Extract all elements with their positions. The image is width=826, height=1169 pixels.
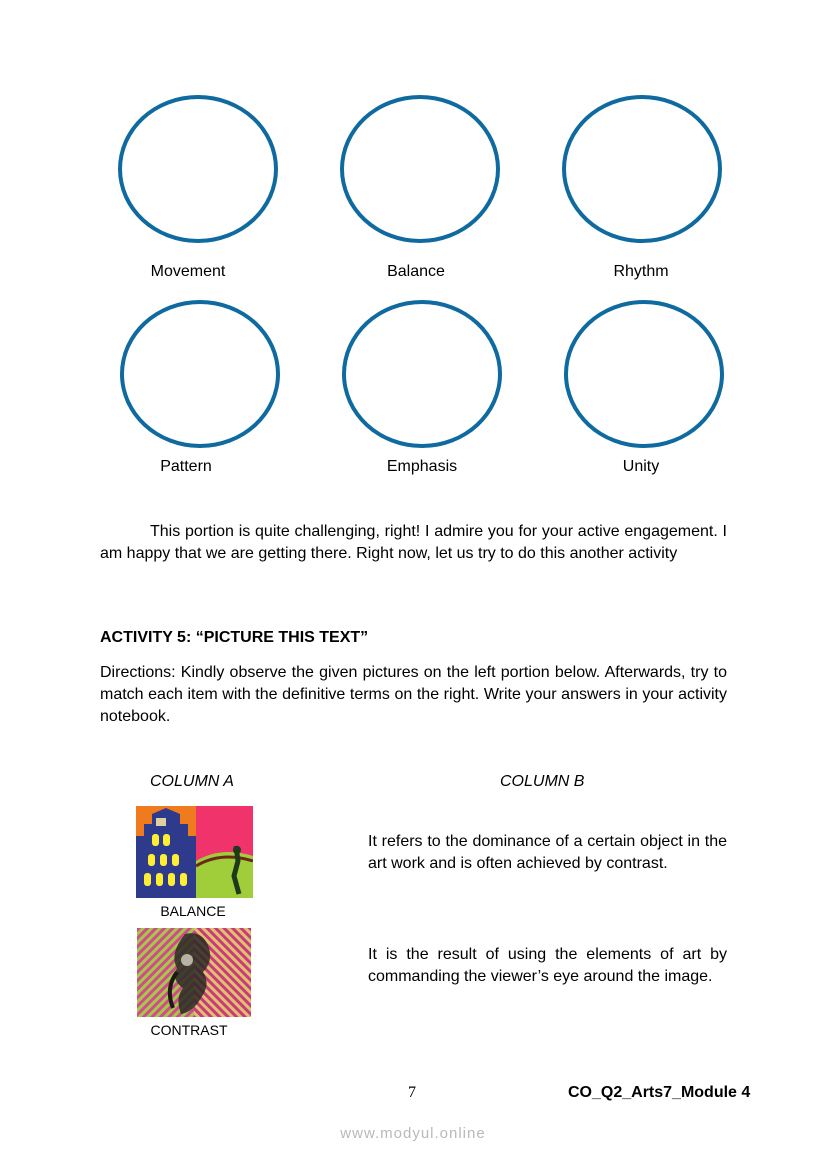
module-code: CO_Q2_Arts7_Module 4 <box>568 1084 751 1101</box>
page-number: 7 <box>408 1084 416 1101</box>
circle-label-pattern: Pattern <box>160 458 212 475</box>
drawing-circle-pattern <box>120 300 280 448</box>
column-b-header: COLUMN B <box>500 773 585 790</box>
activity-heading: ACTIVITY 5: “PICTURE THIS TEXT” <box>100 629 369 646</box>
drawing-circle-balance <box>340 95 500 243</box>
drawing-circle-movement <box>118 95 278 243</box>
balance-picture <box>136 806 253 898</box>
activity-directions: Directions: Kindly observe the given pictures on the left portion below. Afterwards, try to match each item with the definitive terms on the right. Write your answers in your activity notebook. <box>100 664 727 725</box>
circle-label-balance: Balance <box>387 263 445 280</box>
definition-item: It refers to the dominance of a certain object in the art work and is often achieved by contrast. <box>368 833 727 872</box>
contrast-artwork-icon <box>137 928 251 1017</box>
column-a-header: COLUMN A <box>150 773 234 790</box>
circle-label-rhythm: Rhythm <box>613 263 669 280</box>
watermark: www.modyul.online <box>340 1125 486 1142</box>
contrast-picture <box>137 928 251 1017</box>
balance-artwork-icon <box>136 806 253 898</box>
circle-label-unity: Unity <box>622 458 660 475</box>
drawing-circle-emphasis <box>342 300 502 448</box>
intro-paragraph: This portion is quite challenging, right! I admire you for your active engagement. I am happy that we are getting there. Right now, let us try to do this another activity <box>100 523 727 562</box>
circle-label-movement: Movement <box>150 263 226 280</box>
definition-item: It is the result of using the elements of art by commanding the viewer’s eye around the image. <box>368 946 727 985</box>
balance-caption: BALANCE <box>160 903 226 919</box>
drawing-circle-rhythm <box>562 95 722 243</box>
drawing-circle-unity <box>564 300 724 448</box>
circle-label-emphasis: Emphasis <box>386 458 458 475</box>
contrast-caption: CONTRAST <box>150 1022 228 1038</box>
